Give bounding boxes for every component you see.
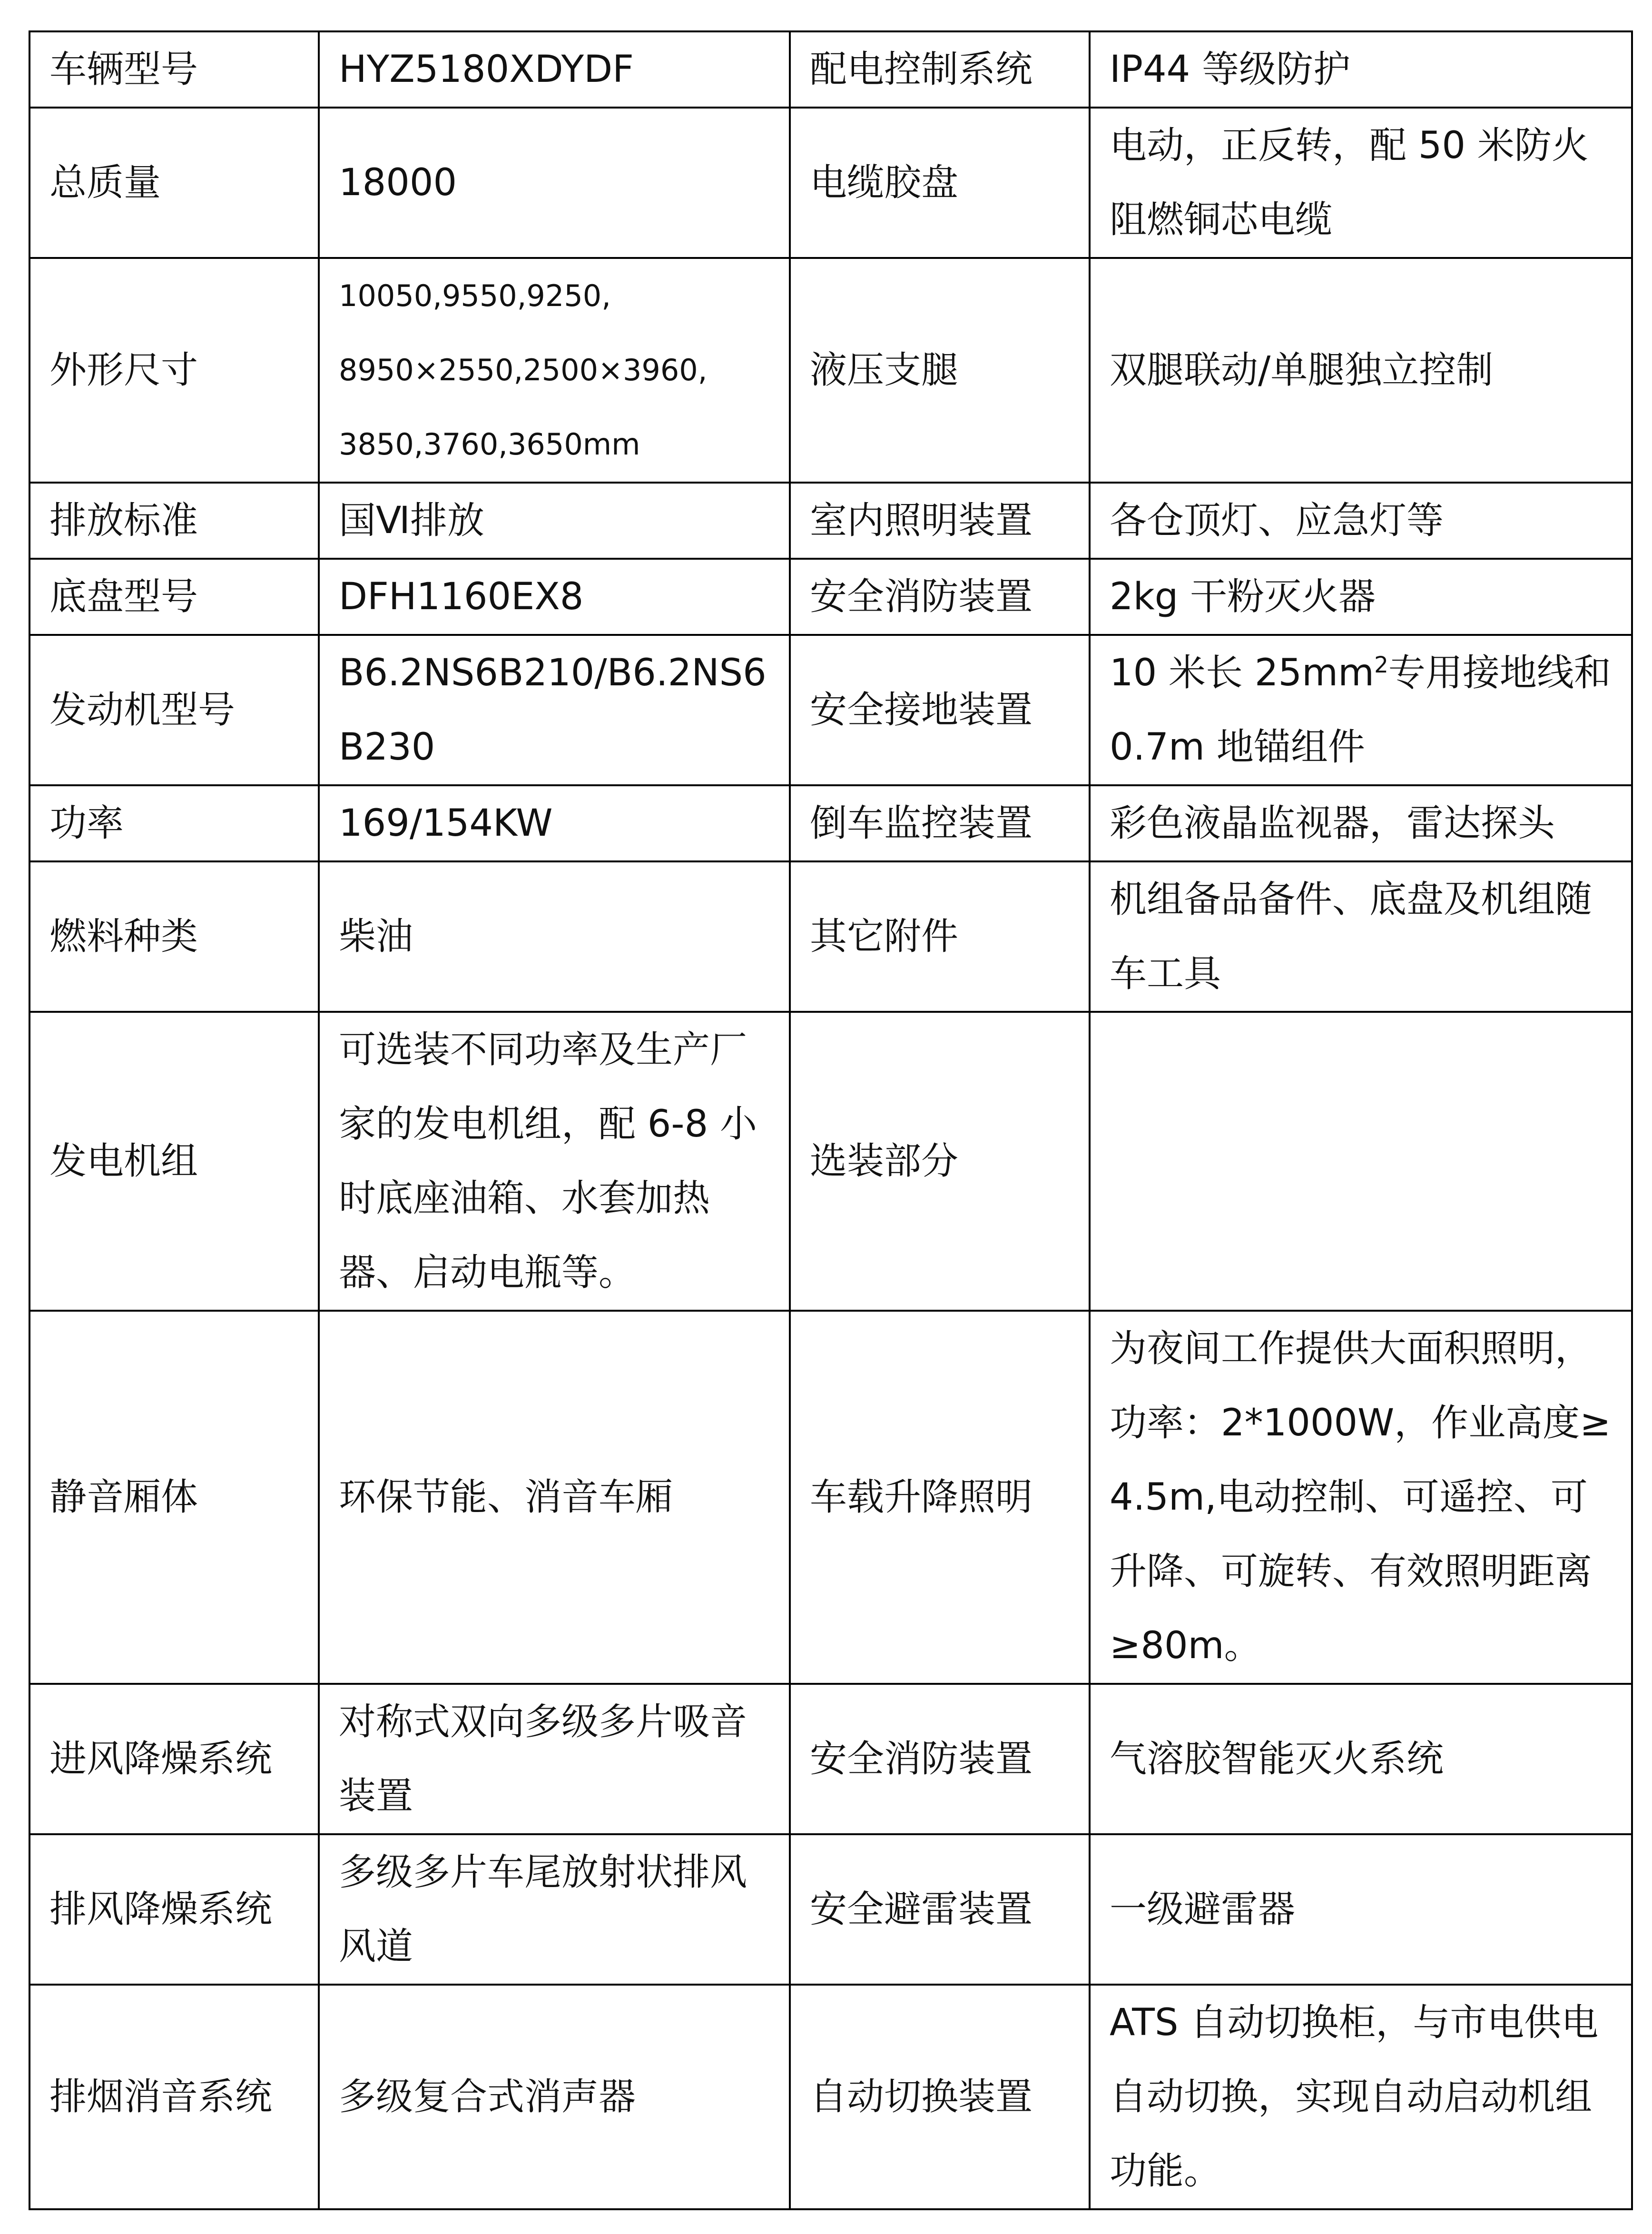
row-label: 排放标准: [30, 483, 319, 559]
row-label: 液压支腿: [790, 258, 1090, 483]
row-label: 选装部分: [790, 1012, 1090, 1311]
row-value: 一级避雷器: [1090, 1834, 1632, 1985]
table-row: [30, 31, 1632, 108]
row-label: 车辆型号: [30, 31, 319, 108]
value-text: 专用接地线和 0.7m 地锚组件: [1110, 652, 1611, 769]
row-value: HYZ5180XDYDF: [319, 31, 790, 108]
table-row: [30, 559, 1632, 635]
dimension-line: 3850,3760,3650mm: [339, 427, 640, 462]
row-label: 进风降燥系统: [30, 1684, 319, 1834]
table-row: [30, 785, 1632, 861]
row-value: 机组备品备件、底盘及机组随车工具: [1090, 861, 1632, 1012]
row-label: 底盘型号: [30, 559, 319, 635]
table-row: [30, 483, 1632, 559]
row-value: DFH1160EX8: [319, 559, 790, 635]
row-value: 多级复合式消声器: [319, 1985, 790, 2209]
row-label: 安全避雷装置: [790, 1834, 1090, 1985]
row-label: 发电机组: [30, 1012, 319, 1311]
row-label: 倒车监控装置: [790, 785, 1090, 861]
row-label: 安全接地装置: [790, 635, 1090, 785]
row-value: 各仓顶灯、应急灯等: [1090, 483, 1632, 559]
row-value: 对称式双向多级多片吸音装置: [319, 1684, 790, 1834]
table-row: [30, 635, 1632, 785]
row-value: 多级多片车尾放射状排风风道: [319, 1834, 790, 1985]
row-label: 自动切换装置: [790, 1985, 1090, 2209]
row-value: [1090, 1012, 1632, 1311]
row-label: 电缆胶盘: [790, 108, 1090, 258]
row-label: 发动机型号: [30, 635, 319, 785]
row-label: 功率: [30, 785, 319, 861]
row-label: 外形尺寸: [30, 258, 319, 483]
row-value: IP44 等级防护: [1090, 31, 1632, 108]
row-value: [319, 258, 790, 483]
row-value: 可选装不同功率及生产厂家的发电机组，配 6-8 小时底座油箱、水套加热器、启动电瓶等。: [319, 1012, 790, 1311]
row-label: 排烟消音系统: [30, 1985, 319, 2209]
table-row: [30, 258, 1632, 483]
table-row: [30, 861, 1632, 1012]
table-row: [30, 1985, 1632, 2209]
table-row: [30, 108, 1632, 258]
dimension-line: 10050,9550,9250,: [339, 278, 611, 313]
row-value: 169/154KW: [319, 785, 790, 861]
row-value: 18000: [319, 108, 790, 258]
table-row: [30, 1311, 1632, 1684]
row-value: 电动，正反转，配 50 米防火阻燃铜芯电缆: [1090, 108, 1632, 258]
row-value: ATS 自动切换柜，与市电供电自动切换，实现自动启动机组功能。: [1090, 1985, 1632, 2209]
row-label: 排风降燥系统: [30, 1834, 319, 1985]
row-label: 静音厢体: [30, 1311, 319, 1684]
row-label: 安全消防装置: [790, 1684, 1090, 1834]
spec-table: [29, 30, 1633, 2210]
table-row: [30, 1834, 1632, 1985]
row-value: [1090, 635, 1632, 785]
row-value: 气溶胶智能灭火系统: [1090, 1684, 1632, 1834]
row-label: 车载升降照明: [790, 1311, 1090, 1684]
row-value: 为夜间工作提供大面积照明，功率：2*1000W，作业高度≥4.5m,电动控制、可遥控、可升降、可旋转、有效照明距离≥80m。: [1090, 1311, 1632, 1684]
row-value: 双腿联动/单腿独立控制: [1090, 258, 1632, 483]
row-label: 其它附件: [790, 861, 1090, 1012]
row-label: 配电控制系统: [790, 31, 1090, 108]
row-value: 柴油: [319, 861, 790, 1012]
row-value: 彩色液晶监视器，雷达探头: [1090, 785, 1632, 861]
row-value: B6.2NS6B210/B6.2NS6B230: [319, 635, 790, 785]
dimension-line: 8950×2550,2500×3960,: [339, 353, 708, 387]
superscript: 2: [1374, 652, 1388, 678]
row-label: 总质量: [30, 108, 319, 258]
row-value: 2kg 干粉灭火器: [1090, 559, 1632, 635]
row-label: 燃料种类: [30, 861, 319, 1012]
row-value: 环保节能、消音车厢: [319, 1311, 790, 1684]
value-text: 10 米长 25mm: [1110, 652, 1375, 694]
table-row: [30, 1684, 1632, 1834]
row-label: 安全消防装置: [790, 559, 1090, 635]
table-row: [30, 1012, 1632, 1311]
row-label: 室内照明装置: [790, 483, 1090, 559]
row-value: 国Ⅵ排放: [319, 483, 790, 559]
